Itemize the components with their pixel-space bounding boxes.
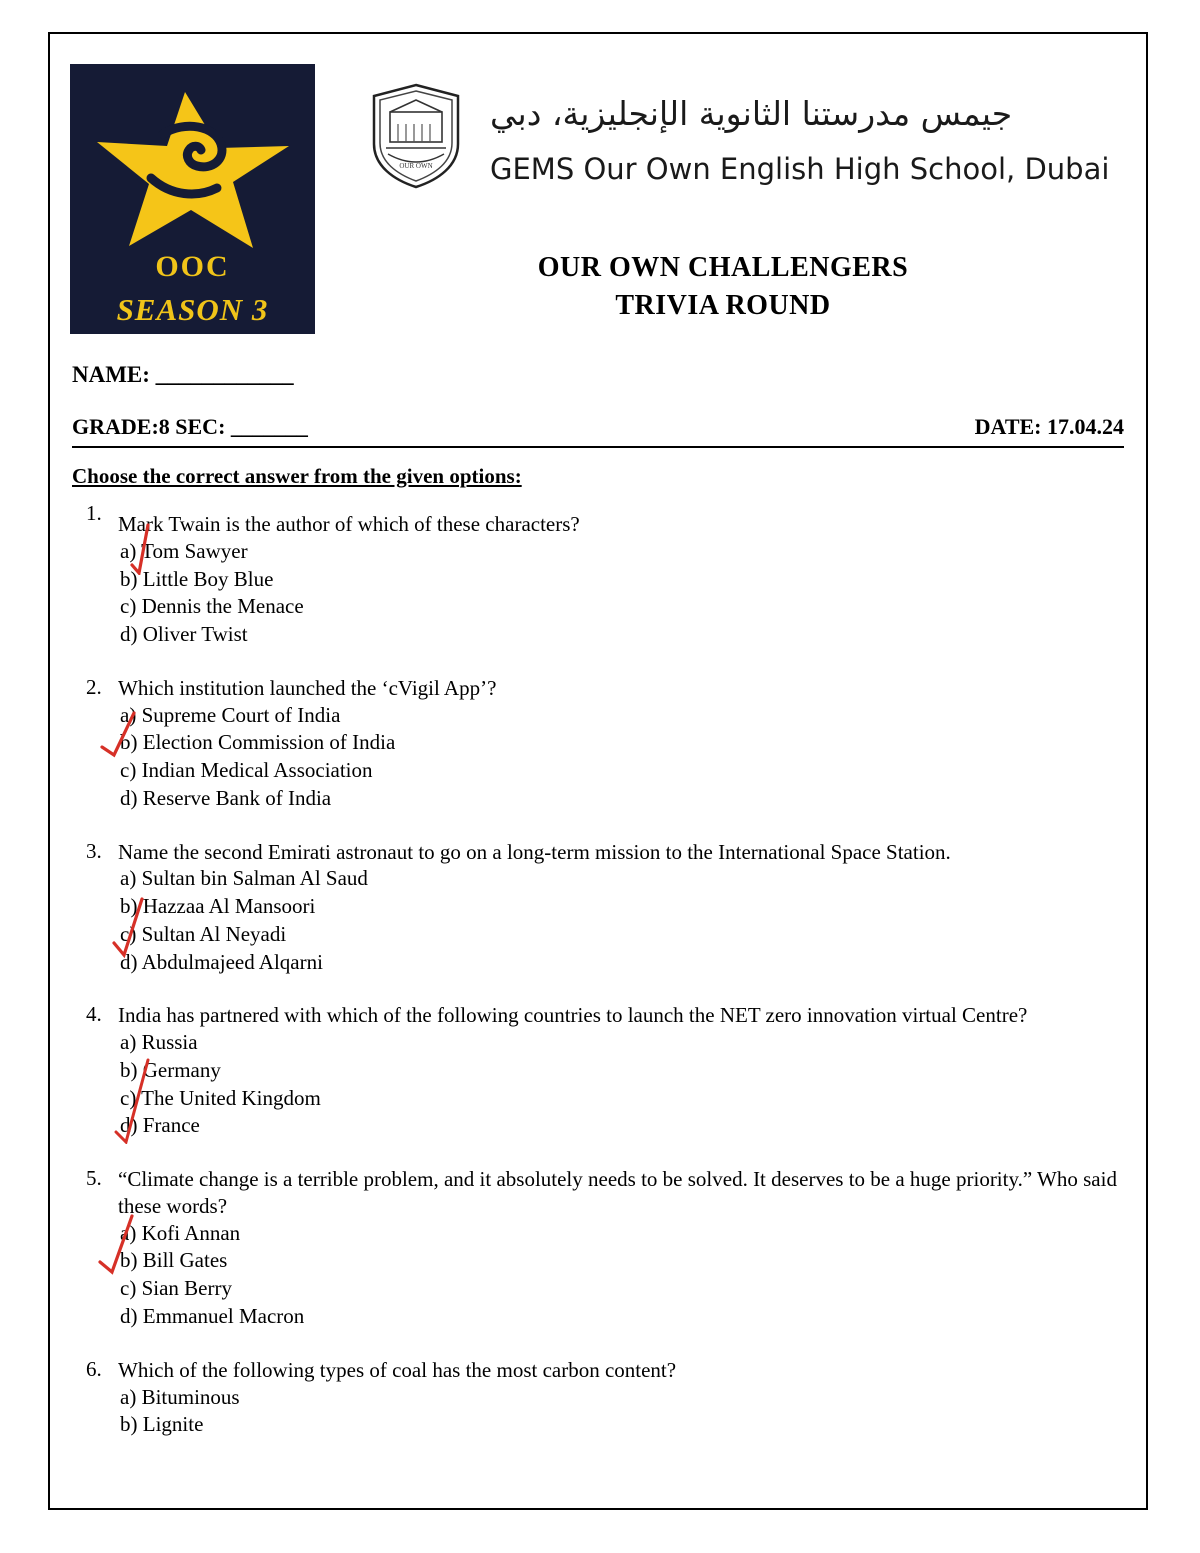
option-b[interactable]: b) Germany [120, 1057, 221, 1082]
school-name-arabic: جيمس مدرستنا الثانوية الإنجليزية، دبي [490, 94, 1013, 133]
option-c[interactable]: c) Sultan Al Neyadi [120, 921, 287, 946]
document-header [50, 34, 1146, 334]
question-text: India has partnered with which of the following countries to launch the NET zero innovation virtual Centre? [118, 1003, 1028, 1028]
option-c[interactable]: c) Dennis the Menace [120, 594, 304, 619]
option-a[interactable]: a) Bituminous [120, 1384, 240, 1409]
question-item [72, 1002, 1124, 1140]
svg-text:OUR OWN: OUR OWN [399, 162, 433, 170]
question-text: Which of the following types of coal has the most carbon content? [118, 1357, 677, 1382]
instruction-text: Choose the correct answer from the given options: [72, 464, 522, 488]
option-d[interactable]: d) Reserve Bank of India [120, 785, 332, 810]
option-d[interactable]: d) Oliver Twist [120, 622, 248, 647]
option-b[interactable]: b) Election Commission of India [120, 730, 396, 755]
option-b[interactable]: b) Bill Gates [120, 1248, 228, 1273]
questions-list [72, 501, 1124, 1439]
document-title-line1: OUR OWN CHALLENGERS [537, 252, 909, 283]
star-icon [93, 86, 293, 256]
option-d[interactable]: d) France [120, 1113, 200, 1138]
student-meta [72, 362, 1124, 440]
question-text: Which institution launched the ‘cVigil App’? [118, 675, 497, 700]
option-a[interactable]: a) Sultan bin Salman Al Saud [120, 866, 368, 891]
logo-ooc-text: OOC [155, 250, 230, 283]
option-b[interactable]: b) Little Boy Blue [120, 566, 274, 591]
question-number: 2. [86, 674, 102, 699]
grade-section-label[interactable]: GRADE:8 SEC: _______ [72, 414, 308, 439]
option-c[interactable]: c) Sian Berry [120, 1276, 232, 1301]
option-c[interactable]: c) Indian Medical Association [120, 758, 373, 783]
question-number: 5. [86, 1166, 102, 1190]
question-item [72, 839, 1124, 977]
date-label: DATE: 17.04.24 [974, 414, 1124, 439]
header-divider [72, 446, 1124, 448]
option-d[interactable]: d) Emmanuel Macron [120, 1303, 305, 1328]
worksheet-page [48, 32, 1148, 1510]
option-b[interactable]: b) Hazzaa Al Mansoori [120, 894, 316, 919]
question-item [72, 675, 1124, 813]
document-title-line2: TRIVIA ROUND [615, 290, 831, 321]
question-item [72, 501, 1124, 649]
question-number: 3. [86, 838, 102, 863]
option-b[interactable]: b) Lignite [120, 1412, 204, 1437]
question-text: “Climate change is a terrible problem, and it absolutely needs to be solved. It deserves to be a huge priority.” Who said these words? [118, 1167, 1117, 1218]
question-item [72, 1166, 1124, 1331]
option-a[interactable]: a) Russia [120, 1030, 198, 1055]
option-a[interactable]: a) Supreme Court of India [120, 702, 341, 727]
question-number: 1. [86, 501, 102, 525]
option-d[interactable]: d) Abdulmajeed Alqarni [120, 949, 323, 974]
question-text: Mark Twain is the author of which of these characters? [118, 512, 580, 536]
name-field-label[interactable]: NAME: ____________ [72, 362, 294, 387]
option-a[interactable]: a) Kofi Annan [120, 1220, 241, 1245]
question-number: 4. [86, 1002, 102, 1027]
school-crest-icon [368, 82, 464, 190]
question-item [72, 1357, 1124, 1439]
option-a[interactable]: a) Tom Sawyer [120, 538, 248, 563]
question-text: Name the second Emirati astronaut to go on a long-term mission to the International Space Station. [118, 839, 951, 864]
logo-season-text: SEASON 3 [116, 292, 269, 327]
question-number: 6. [86, 1356, 102, 1381]
option-c[interactable]: c) The United Kingdom [120, 1085, 321, 1110]
school-name-english: GEMS Our Own English High School, Dubai [490, 152, 1110, 186]
